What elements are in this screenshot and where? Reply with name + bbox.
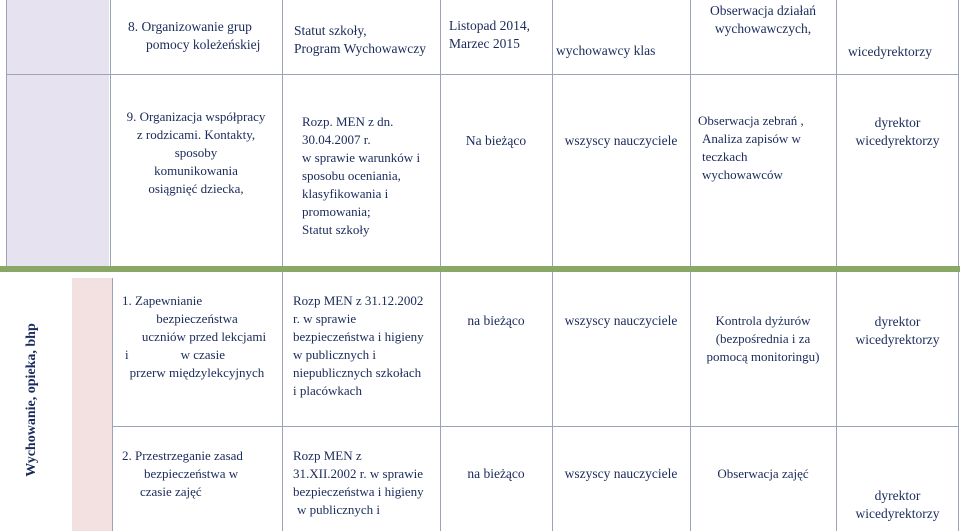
row-who: wszyscy nauczyciele	[564, 466, 678, 481]
section-label-text: Wychowanie, opieka, bhp	[24, 323, 40, 477]
row-task: 8. Organizowanie grup pomocy koleżeńskiej	[128, 19, 261, 52]
section-label	[0, 280, 64, 520]
row-date: na bieżąco	[467, 466, 525, 481]
row-supervisor: dyrektor wicedyrektorzy	[855, 115, 940, 148]
grid-line	[112, 426, 958, 427]
row-date: Na bieżąco	[465, 133, 527, 148]
row-date: Listopad 2014, Marzec 2015	[449, 18, 530, 51]
row-monitoring: Obserwacja zajęć	[717, 466, 809, 481]
left-shaded-column-top	[6, 0, 109, 266]
row-basis: Rozp MEN z 31.12.2002 r. w sprawie bezpieczeństwa i higieny w publicznych i niepublicznych szkołach i placówkach	[293, 293, 424, 398]
row-basis: Rozp. MEN z dn. 30.04.2007 r. w sprawie warunków i sposobu oceniania, klasyfikowania i promowania; Statut szkoły	[302, 114, 421, 237]
row-task: 2. Przestrzeganie zasad bezpieczeństwa w czasie zajęć	[122, 448, 243, 499]
row-who: wychowawcy klas	[556, 43, 656, 58]
row-date: na bieżąco	[467, 313, 525, 328]
section-divider	[0, 266, 960, 272]
row-supervisor: dyrektor wicedyrektorzy	[855, 488, 940, 521]
row-who: wszyscy nauczyciele	[564, 133, 678, 148]
row-monitoring: Obserwacja zebrań , Analiza zapisów w teczkach wychowawców	[698, 113, 804, 182]
grid-line	[6, 74, 958, 75]
row-basis: Statut szkoły, Program Wychowawczy	[294, 23, 427, 56]
row-monitoring: Kontrola dyżurów (bezpośrednia i za pomocą monitoringu)	[706, 313, 820, 364]
row-who: wszyscy nauczyciele	[564, 313, 678, 328]
row-task: 9. Organizacja współpracy z rodzicami. Kontakty, sposoby komunikowania osiągnięć dziecka,	[126, 109, 266, 196]
left-shaded-column-bottom	[72, 278, 112, 531]
row-task: 1. Zapewnianie bezpieczeństwa uczniów przed lekcjami i w czasie przerw międzylekcyjnych	[122, 293, 267, 380]
row-supervisor: dyrektor wicedyrektorzy	[855, 314, 940, 347]
grid-line	[110, 0, 111, 266]
grid-line	[6, 0, 7, 266]
row-monitoring: Obserwacja działań wychowawczych,	[709, 3, 817, 36]
row-supervisor: wicedyrektorzy	[848, 44, 932, 59]
row-basis: Rozp MEN z 31.XII.2002 r. w sprawie bezpieczeństwa i higieny w publicznych i	[293, 448, 424, 517]
